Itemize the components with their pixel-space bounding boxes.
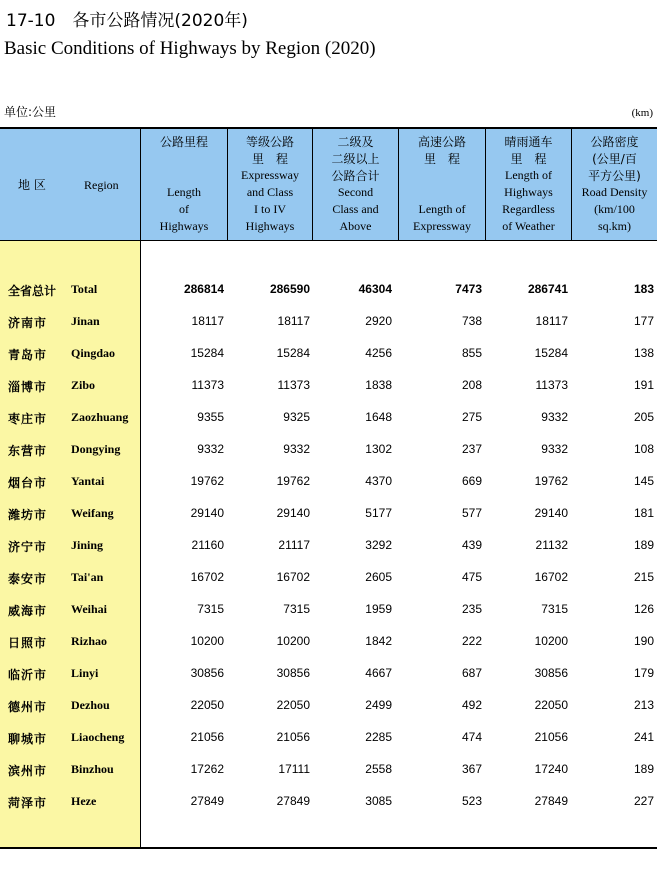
region-name-english: Linyi [71, 666, 99, 680]
table-title-english: Basic Conditions of Highways by Region (2020) [4, 38, 376, 59]
table-cell: 1838 [365, 378, 392, 392]
table-cell: 19762 [276, 474, 310, 488]
region-name-chinese: 淄博市 [8, 380, 48, 394]
table-row [0, 568, 657, 588]
table-cell: 1648 [365, 410, 392, 424]
unit-label-english: (km) [631, 107, 653, 119]
table-cell: 7315 [197, 602, 224, 616]
table-cell: 9355 [197, 410, 224, 424]
table-cell: 7315 [541, 602, 568, 616]
table-cell: 17111 [278, 762, 310, 776]
table-row [0, 728, 657, 748]
table-cell: 183 [633, 282, 654, 296]
table-cell: 22050 [534, 698, 568, 712]
table-cell: 21056 [190, 730, 224, 744]
region-name-chinese: 威海市 [8, 604, 48, 618]
table-cell: 1842 [365, 634, 392, 648]
table-cell: 21056 [534, 730, 568, 744]
table-cell: 2285 [365, 730, 392, 744]
table-cell: 687 [461, 666, 482, 680]
table-cell: 17240 [534, 762, 568, 776]
region-name-chinese: 青岛市 [8, 348, 48, 362]
header-road-density-chinese: 公路密度 (公里/百 平方公里) [588, 135, 641, 183]
table-cell: 19762 [190, 474, 224, 488]
table-cell: 108 [633, 442, 654, 456]
header-all-weather-highways-english: Length of Highways Regardless of Weather [502, 168, 555, 233]
table-cell: 241 [633, 730, 654, 744]
region-name-chinese: 济南市 [8, 316, 48, 330]
table-cell: 27849 [276, 794, 310, 808]
table-cell: 9332 [197, 442, 224, 456]
table-cell: 30856 [534, 666, 568, 680]
table-cell: 11373 [535, 378, 568, 392]
table-cell: 11373 [277, 378, 310, 392]
table-cell: 27849 [190, 794, 224, 808]
table-cell: 286590 [269, 282, 310, 296]
header-expressway-chinese: 高速公路 里 程 [417, 135, 466, 166]
table-row [0, 600, 657, 620]
table-cell: 126 [633, 602, 654, 616]
table-cell: 10200 [190, 634, 224, 648]
table-cell: 16702 [534, 570, 568, 584]
table-cell: 215 [633, 570, 654, 584]
table-cell: 2920 [365, 314, 392, 328]
table-cell: 439 [461, 538, 482, 552]
table-cell: 5177 [365, 506, 392, 520]
header-length-of-highways [141, 129, 227, 240]
header-length-of-highways-chinese: 公路里程 [159, 135, 208, 149]
table-cell: 286741 [527, 282, 568, 296]
region-name-chinese: 烟台市 [8, 476, 48, 490]
table-row [0, 696, 657, 716]
table-cell: 3292 [365, 538, 392, 552]
header-region-english: Region [84, 178, 119, 192]
table-cell: 46304 [358, 282, 392, 296]
table-cell: 22050 [276, 698, 310, 712]
region-name-english: Liaocheng [71, 730, 125, 744]
table-cell: 27849 [534, 794, 568, 808]
table-cell: 10200 [276, 634, 310, 648]
header-length-of-highways-english: Length of Highways [159, 185, 209, 233]
table-cell: 15284 [276, 346, 310, 360]
table-cell: 1302 [365, 442, 392, 456]
table-cell: 213 [633, 698, 654, 712]
table-cell: 190 [633, 634, 654, 648]
table-cell: 208 [461, 378, 482, 392]
table-cell: 18117 [191, 314, 224, 328]
table-cell: 2605 [365, 570, 392, 584]
table-cell: 189 [633, 762, 654, 776]
table-cell: 21117 [278, 538, 310, 552]
table-cell: 2558 [365, 762, 392, 776]
table-row [0, 312, 657, 332]
table-cell: 21160 [191, 538, 224, 552]
table-cell: 181 [633, 506, 654, 520]
region-name-english: Jinan [71, 314, 100, 328]
table-cell: 10200 [534, 634, 568, 648]
region-name-chinese: 滨州市 [8, 764, 48, 778]
region-name-chinese: 德州市 [8, 700, 48, 714]
table-cell: 22050 [190, 698, 224, 712]
header-second-class-and-above [313, 129, 398, 240]
region-name-english: Dezhou [71, 698, 110, 712]
table-cell: 7315 [283, 602, 310, 616]
table-cell: 235 [461, 602, 482, 616]
table-cell: 475 [461, 570, 482, 584]
region-name-chinese: 东营市 [8, 444, 48, 458]
region-name-english: Heze [71, 794, 97, 808]
header-region-chinese: 地 区 [18, 178, 46, 192]
region-name-chinese: 全省总计 [8, 284, 57, 298]
table-cell: 275 [461, 410, 482, 424]
table-row [0, 472, 657, 492]
table-cell: 21132 [535, 538, 568, 552]
table-cell: 11373 [191, 378, 224, 392]
region-name-english: Dongying [71, 442, 121, 456]
table-cell: 29140 [190, 506, 224, 520]
table-bottom-rule [0, 847, 657, 849]
table-cell: 855 [461, 346, 482, 360]
table-cell: 138 [633, 346, 654, 360]
header-expressway-english: Length of Expressway [413, 202, 471, 233]
unit-label: 单位:公里 [4, 105, 57, 119]
table-cell: 29140 [534, 506, 568, 520]
region-name-chinese: 聊城市 [8, 732, 48, 746]
header-graded-highways-chinese: 等级公路 里 程 [245, 135, 294, 166]
header-graded-highways-english: Expressway and Class I to IV Highways [241, 168, 299, 233]
region-name-english: Binzhou [71, 762, 114, 776]
region-name-chinese: 菏泽市 [8, 796, 48, 810]
table-cell: 16702 [190, 570, 224, 584]
table-cell: 1959 [365, 602, 392, 616]
region-name-chinese: 泰安市 [8, 572, 48, 586]
header-all-weather-highways [486, 129, 571, 240]
table-cell: 18117 [535, 314, 568, 328]
table-row-total [0, 280, 657, 300]
table-title-chinese: 17-10 各市公路情况(2020年) [6, 11, 248, 31]
table-cell: 9325 [283, 410, 310, 424]
table-cell: 15284 [190, 346, 224, 360]
table-cell: 191 [633, 378, 654, 392]
region-name-english: Zaozhuang [71, 410, 129, 424]
table-row [0, 664, 657, 684]
table-cell: 367 [461, 762, 482, 776]
table-cell: 237 [461, 442, 482, 456]
region-name-chinese: 潍坊市 [8, 508, 48, 522]
table-cell: 227 [633, 794, 654, 808]
region-name-chinese: 枣庄市 [8, 412, 48, 426]
header-all-weather-highways-chinese: 晴雨通车 里 程 [504, 135, 553, 166]
table-row [0, 344, 657, 364]
table-cell: 189 [633, 538, 654, 552]
region-name-english: Weifang [71, 506, 114, 520]
table-cell: 9332 [541, 442, 568, 456]
table-row [0, 536, 657, 556]
header-expressway [399, 129, 485, 240]
region-name-chinese: 临沂市 [8, 668, 48, 682]
region-name-chinese: 日照市 [8, 636, 48, 650]
region-name-english: Total [71, 282, 98, 296]
table-row [0, 760, 657, 780]
table-cell: 222 [461, 634, 482, 648]
table-cell: 9332 [541, 410, 568, 424]
table-cell: 21056 [276, 730, 310, 744]
header-second-class-and-above-chinese: 二级及 二级以上 公路合计 [331, 135, 380, 183]
table-cell: 7473 [455, 282, 482, 296]
table-cell: 492 [461, 698, 482, 712]
region-name-english: Jining [71, 538, 104, 552]
table-cell: 2499 [365, 698, 392, 712]
table-cell: 19762 [534, 474, 568, 488]
region-name-english: Weihai [71, 602, 108, 616]
header-second-class-and-above-english: Second Class and Above [332, 185, 379, 233]
region-name-chinese: 济宁市 [8, 540, 48, 554]
header-graded-highways [228, 129, 312, 240]
table-cell: 4370 [365, 474, 392, 488]
table-cell: 738 [461, 314, 482, 328]
region-name-english: Tai'an [71, 570, 104, 584]
table-cell: 3085 [365, 794, 392, 808]
table-cell: 15284 [534, 346, 568, 360]
table-cell: 523 [461, 794, 482, 808]
region-name-english: Zibo [71, 378, 96, 392]
header-region [0, 129, 140, 240]
table-row [0, 440, 657, 460]
table-cell: 4667 [365, 666, 392, 680]
header-bottom-rule [0, 240, 657, 241]
region-name-english: Rizhao [71, 634, 107, 648]
table-cell: 474 [461, 730, 482, 744]
table-cell: 145 [633, 474, 654, 488]
table-cell: 286814 [183, 282, 224, 296]
table-row [0, 376, 657, 396]
table-row [0, 504, 657, 524]
table-cell: 179 [633, 666, 654, 680]
table-cell: 177 [633, 314, 654, 328]
table-row [0, 792, 657, 812]
region-name-english: Yantai [71, 474, 105, 488]
table-row [0, 408, 657, 428]
header-road-density-english: Road Density (km/100 sq.km) [581, 185, 648, 233]
table-cell: 29140 [276, 506, 310, 520]
header-road-density [572, 129, 657, 240]
table-cell: 669 [461, 474, 482, 488]
region-name-english: Qingdao [71, 346, 116, 360]
table-cell: 16702 [276, 570, 310, 584]
table-cell: 30856 [276, 666, 310, 680]
table-cell: 30856 [190, 666, 224, 680]
table-cell: 18117 [277, 314, 310, 328]
table-cell: 577 [461, 506, 482, 520]
table-row [0, 632, 657, 652]
table-cell: 17262 [190, 762, 224, 776]
table-cell: 9332 [283, 442, 310, 456]
table-cell: 4256 [365, 346, 392, 360]
table-cell: 205 [633, 410, 654, 424]
